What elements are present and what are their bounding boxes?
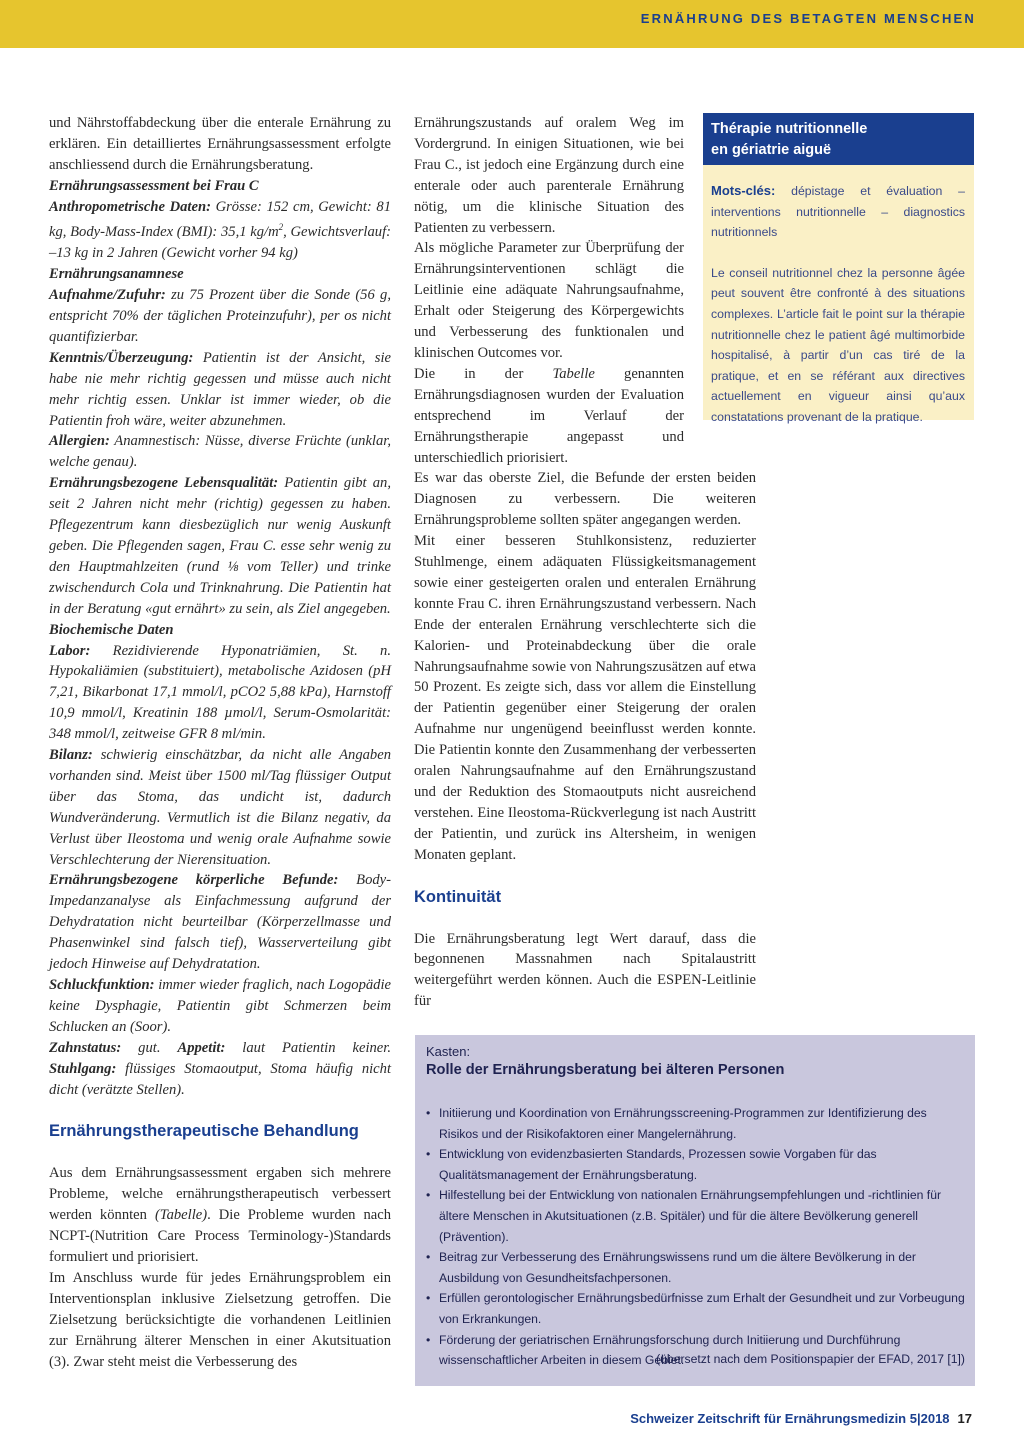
bullet-icon: • [426, 1147, 431, 1162]
bilanz-label: Bilanz: [49, 747, 93, 764]
page-number: 17 [957, 1411, 972, 1426]
anthro-text: Grösse: 152 cm, Gewicht: 81 kg, Body-Mass-Index (BMI): 35,1 kg/m [49, 198, 391, 241]
list-item [426, 1247, 966, 1288]
list-item-text: Förderung der geriatrischen Ernährungsforschung durch Initiierung und Durchführung wissenschaftlicher Arbeiten in diesem Gebiet. [439, 1332, 901, 1368]
french-title-line-1: Thérapie nutritionnelle [711, 121, 868, 137]
running-header-bar [0, 0, 1024, 48]
assessment-title: Ernährungsassessment bei Frau C [49, 177, 259, 194]
article-column-1 [49, 113, 391, 1372]
stool-label: Stuhlgang: [49, 1060, 117, 1077]
french-abstract: Le conseil nutritionnel chez la personne âgée peut souvent être confronté à des situations complexes. L’article fait le point sur la thérapie nutritionnelle chez le patient âgé multimorbide hospitalisé, à partir d’un cas tiré de la pratique, et en se référant aux directives actuellement en vigueur ainsi qu’aux constatations provenant de la pratique. [711, 265, 965, 424]
kasten-box [415, 1035, 975, 1386]
journal-name: Schweizer Zeitschrift für Ernährungsmedizin 5|2018 [630, 1411, 950, 1426]
list-item [426, 1103, 966, 1144]
intake-text: zu 75 Prozent über die Sonde (56 g, entspricht 70% der täglichen Proteinzufuhr), per os nicht quantifizierbar. [49, 287, 391, 345]
qol-text: Patientin gibt an, seit 2 Jahren nicht mehr (richtig) gegessen zu haben. Pflegezentrum kann diesbezüglich nur wenig Auskunft geben. Die Pflegenden sagen, Frau C. esse sehr wenig zu den Hauptmahlzeiten (rund ⅛ vom Teller) und trinke zwischendurch Cola und Trinknahrung. Die Patientin hat in der Beratung «gut ernährt» zu sein, als Ziel angegeben. [49, 475, 391, 617]
bullet-icon: • [426, 1188, 431, 1203]
section-heading-continuity: Kontinuität [414, 887, 502, 906]
anthro-superscript: 2 [278, 222, 284, 233]
treatment-table-ref: (Tabelle) [154, 1207, 208, 1224]
column-2-narrow-block [414, 113, 684, 468]
list-item-text: Hilfestellung bei der Entwicklung von nationalen Ernährungsempfehlungen und -richtlinien für ältere Menschen in Akutsituationen (z.B. Spitäler) und für die ältere Bevölkerung generell (Prävention). [439, 1188, 942, 1244]
list-item-text: Initiierung und Koordination von Ernährungsscreening-Programmen zur Identifizierung des Risikos und der Risikofaktoren einer Mangelernährung. [439, 1106, 927, 1141]
list-item [426, 1288, 966, 1329]
col2-paragraph-1: Ernährungszustands auf oralem Weg im Vordergrund. In einigen Situationen, wie bei Frau C., ist jedoch eine Ergänzung durch eine enterale oder auch parenterale Ernährung nötig, um die klinische Situation des Patienten zu verbessern. [414, 115, 684, 236]
kasten-title: Rolle der Ernährungsberatung bei älteren Personen [426, 1062, 785, 1078]
appetite-text: laut Patientin keiner. [225, 1039, 391, 1056]
col2-table-ref: Tabelle [552, 365, 595, 382]
list-item [426, 1185, 966, 1247]
french-title-line-2: en gériatrie aiguë [711, 142, 832, 158]
stool-text: flüssiges Stomaoutput, Stoma häufig nicht dicht (verätzte Stellen). [49, 1060, 391, 1098]
appetite-label: Appetit: [177, 1039, 226, 1056]
list-item-text: Erfüllen gerontologischer Ernährungsbedürfnisse zum Erhalt der Gesundheit und zur Vorbeugung von Erkrankungen. [439, 1291, 965, 1326]
belief-label: Kenntnis/Überzeugung: [49, 349, 194, 366]
swallow-label: Schluckfunktion: [49, 977, 155, 994]
running-header-title: ERNÄHRUNG DES BETAGTEN MENSCHEN [640, 11, 976, 26]
keywords-text: dépistage et évaluation – interventions nutritionnelle – diagnostics nutritionnels [711, 184, 965, 240]
french-summary-body [703, 165, 974, 428]
swallow-text: immer wieder fraglich, nach Logopädie keine Dysphagie, Patientin gibt Schmerzen beim Schlucken an (Soor). [49, 977, 391, 1035]
french-summary-box [703, 113, 974, 424]
page-footer [630, 1411, 972, 1426]
kasten-list [426, 1103, 966, 1371]
col2-paragraph-3a: Die in der [414, 365, 553, 382]
bilanz-text: schwierig einschätzbar, da nicht alle Angaben vorhanden sind. Meist über 1500 ml/Tag flüssiger Output über das Stoma, das undicht ist, dadurch Wundveränderung. Vermutlich ist die Bilanz negativ, da Verlust über Ileostoma und wenig orale Aufnahme sowie Verschlechterung der Nierensituation. [49, 747, 391, 868]
col2-paragraph-5: Mit einer besseren Stuhlkonsistenz, reduzierter Stuhlmenge, einem adäquaten Flüssigkeitsmanagement sowie einer gesteigerten oralen und enteralen Ernährung konnte Frau C. ihren Ernährungszustand verbessern. Nach Ende der enteralen Ernährung verschlechterte sich die Kalorien- und Proteinabdeckung über die orale Nahrungsaufnahme sowie von Nahrungszusätzen auf etwa 50 Prozent. Es zeigte sich, dass vor allem die Einstellung der Patientin gegenüber einer Steigerung der oralen Aufnahme nur ungenügend beeinflusst werden konnte. Die Patientin konnte den Zusammenhang der verbesserten oralen Nahrungsaufnahme auf den Ernährungszustand und der Reduktion des Stomaoutputs nicht ausreichend verstehen. Eine Ileostoma-Rückverlegung ist nach Austritt der Patientin, und zurück ins Altersheim, in wenigen Monaten geplant. [414, 533, 756, 863]
list-item [426, 1144, 966, 1185]
treatment-paragraph-1a: Aus dem Ernährungsassessment ergaben sich mehrere Probleme, welche ernährungstherapeutisch verbessert werden könnten [49, 1165, 391, 1224]
lab-label: Labor: [49, 642, 91, 659]
intro-paragraph: und Nährstoffabdeckung über die enterale Ernährung zu erklären. Ein detailliertes Ernährungsassessment erfolgte anschliessend durch die Ernährungsberatung. [49, 115, 391, 173]
col2-paragraph-4: Es war das oberste Ziel, die Befunde der ersten beiden Diagnosen zu verbessern. Die weiteren Ernährungsprobleme sollten später angegangen werden. [414, 470, 756, 529]
col2-paragraph-3b: genannten Ernährungsdiagnosen wurden der Evaluation entsprechend im Verlauf der Ernährungstherapie angepasst und unterschiedlich priorisiert. [414, 365, 684, 466]
allergy-label: Allergien: [49, 433, 110, 450]
anthro-label: Anthropometrische Daten: [49, 198, 211, 215]
allergy-text: Anamnestisch: Nüsse, diverse Früchte (unklar, welche genau). [49, 433, 391, 471]
col2-paragraph-2: Als mögliche Parameter zur Überprüfung der Ernährungsinterventionen schlägt die Leitlinie eine adäquate Nahrungsaufnahme, Erhalt oder Steigerung des Körpergewichts und Verbesserung des funktionalen und klinischen Outcomes vor. [414, 240, 684, 361]
section-heading-treatment: Ernährungstherapeutische Behandlung [49, 1122, 359, 1141]
list-item-text: Beitrag zur Verbesserung des Ernährungswissens rund um die ältere Bevölkerung in der Ausbildung von Gesundheitsfachpersonen. [439, 1250, 916, 1285]
kasten-label: Kasten: [426, 1044, 471, 1059]
qol-label: Ernährungsbezogene Lebensqualität: [49, 475, 279, 492]
anamnese-title: Ernährungsanamnese [49, 266, 184, 283]
physical-findings-text: Body-Impedanzanalyse als Einfachmessung aufgrund der Dehydratation nicht beurteilbar (Körperzellmasse und Phasenwinkel sind falsch tief), Wasserverteilung gibt jedoch Hinweise auf Dehydratation. [49, 872, 392, 973]
teeth-label: Zahnstatus: [49, 1039, 122, 1056]
intake-label: Aufnahme/Zufuhr: [49, 287, 166, 304]
anthro-text-2: , Gewichtsverlauf: –13 kg in 2 Jahren (Gewicht vorher 94 kg) [49, 224, 391, 262]
treatment-paragraph-1b: . Die Probleme wurden nach NCPT-(Nutrition Care Process Terminology-)Standards formuliert und priorisiert. [49, 1207, 391, 1265]
treatment-paragraph-2: Im Anschluss wurde für jedes Ernährungsproblem ein Interventionsplan inklusive Zielsetzung getroffen. Die Zielsetzung berücksichtigte die vorhandenen Leitlinien zur Ernährung älterer Menschen in einer Akutsituation (3). Zwar steht meist die Verbesserung des [49, 1269, 391, 1370]
bullet-icon: • [426, 1291, 431, 1306]
biochem-title: Biochemische Daten [49, 621, 174, 638]
col2-paragraph-6: Die Ernährungsberatung legt Wert darauf, dass die begonnenen Massnahmen nach Spitalaustritt weitergeführt werden können. Auch die ESPEN-Leitlinie für [414, 930, 756, 1010]
french-summary-title [703, 113, 974, 165]
kasten-source: (übersetzt nach dem Positionspapier der EFAD, 2017 [1]) [656, 1352, 965, 1366]
belief-text: Patientin ist der Ansicht, sie habe nie mehr richtig gegessen und müsse auch nicht mehr richtig essen. Unklar ist immer wieder, ob die Patientin froh wäre, weiter abzunehmen. [49, 349, 391, 429]
lab-text: Rezidivierende Hyponatriämien, St. n. Hypokaliämien (substituiert), metabolische Azidosen (pH 7,21, Bikarbonat 17,1 mmol/l, pCO2 5,88 kPa), Harnstoff 10,9 mmol/l, Kreatinin 188 µmol/l, Serum-Osmolarität: 348 mmol/l, zeitweise GFR 8 ml/min. [49, 642, 391, 743]
list-item-text: Entwicklung von evidenzbasierten Standards, Prozessen sowie Vorgaben für das Qualitätsmanagement der Ernährungsberatung. [439, 1147, 877, 1182]
physical-findings-label: Ernährungsbezogene körperliche Befunde: [49, 872, 339, 889]
bullet-icon: • [426, 1250, 431, 1265]
keywords-label: Mots-clés: [711, 183, 776, 198]
bullet-icon: • [426, 1106, 431, 1120]
teeth-text: gut. [121, 1039, 178, 1056]
bullet-icon: • [426, 1332, 431, 1347]
